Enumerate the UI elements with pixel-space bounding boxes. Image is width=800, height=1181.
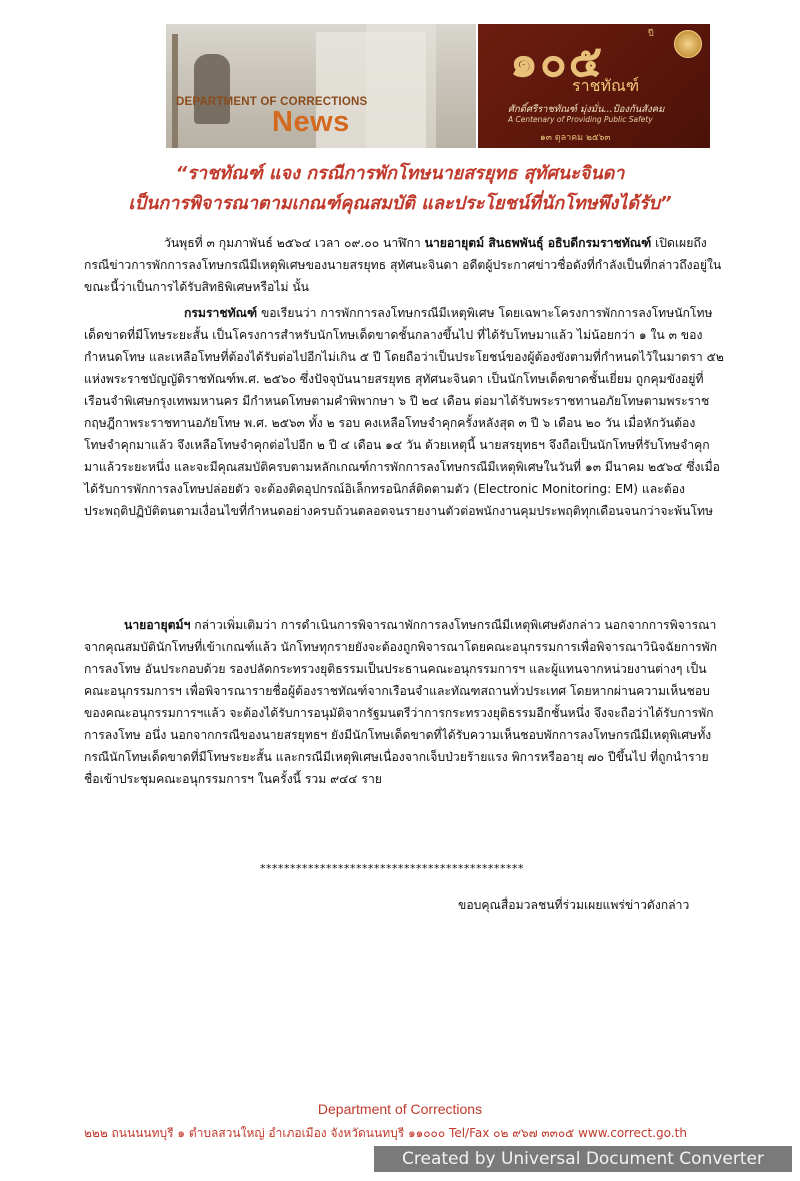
paragraph-1-bold: นายอายุตม์ สินธพพันธุ์ อธิบดีกรมราชทัณฑ์ [424,236,652,250]
paragraph-2 [84,302,724,522]
headline-line-2: เป็นการพิจารณาตามเกณฑ์คุณสมบัติ และประโยชน์ที่นักโทษพึงได้รับ” [128,193,672,214]
paragraph-2-bold: กรมราชทัณฑ์ [184,306,258,320]
converter-watermark: Created by Universal Document Converter [374,1146,792,1172]
paragraph-1-rest: เปิดเผยถึง กรณีข่าวการพักการลงโทษกรณีมีเหตุพิเศษของนายสรยุทธ สุทัศนะจินดา อดีตผู้ประกาศข่าวชื่อดังที่กำลังเป็นที่กล่าวถึงอยู่ในขณะนี้ว่าเป็นการได้รับสิทธิพิเศษหรือไม่ นั้น [84,236,722,294]
anniversary-subtitle: ราชทัณฑ์ [572,76,640,95]
paragraph-3-rest: กล่าวเพิ่มเติมว่า การดำเนินการพิจารณาพักการลงโทษกรณีมีเหตุพิเศษดังกล่าว นอกจากการพิจารณาจากคุณสมบัตินักโทษที่เข้าเกณฑ์แล้ว นักโทษทุกรายยังจะต้องถูกพิจารณาโดยคณะอนุกรรมการเพื่อพิจารณาวินิจฉัยการพักการลงโทษ อันประกอบด้วย รองปลัดกระทรวงยุติธรรมเป็นประธานคณะอนุกรรมการฯ และผู้แทนจากหน่วยงานต่างๆ เป็นคณะอนุกรรมการฯ เพื่อพิจารณารายชื่อผู้ต้องราชทัณฑ์จากเรือนจำและทัณฑสถานทั่วประเทศ โดยหากผ่านความเห็นชอบของคณะอนุกรรมการฯแล้ว จะต้องได้รับการอนุมัติจากรัฐมนตรีว่าการกระทรวงยุติธรรมอีกชั้นหนึ่ง จึงจะถือว่าได้รับการพักการลงโทษ อนึ่ง นอกจากกรณีของนายสรยุทธฯ ยังมีนักโทษเด็ดขาดที่ได้รับความเห็นชอบพักการลงโทษกรณีมีเหตุพิเศษทั้งกรณีนักโทษเด็ดขาดที่มีโทษระยะสั้น และกรณีมีเหตุพิเศษเนื่องจากเจ็บป่วยร้ายแรง พิการหรืออายุ ๗๐ ปีขึ้นไป ที่ถูกนำรายชื่อเข้าประชุมคณะอนุกรรมการฯ ในครั้งนี้ รวม ๙๔๔ ราย [84,618,718,786]
anniversary-number: ๑๐๕ [510,36,605,87]
motto-english: A Centenary of Providing Public Safety [508,115,653,124]
footer-org: Department of Corrections [317,1101,483,1117]
header-banner [166,24,710,148]
anniversary-sup: ปี [648,29,654,39]
news-label: News [272,106,350,138]
anniversary-panel [478,24,710,148]
paragraph-1-lead: วันพุธที่ ๓ กุมภาพันธ์ ๒๕๖๔ เวลา ๐๙.๐๐ นาฬิกา [164,236,425,250]
paragraph-3-bold: นายอายุตม์ฯ [124,618,191,632]
anniversary-date: ๑๓ ตุลาคม ๒๕๖๓ [540,133,611,143]
separator-stars: ******************************************** [260,862,524,875]
seal-icon [674,30,702,58]
footer-address: ๒๒๒ ถนนนนทบุรี ๑ ตำบลสวนใหญ่ อำเภอเมือง จังหวัดนนทบุรี ๑๑๐๐๐ Tel/Fax ๐๒ ๙๖๗ ๓๓๐๕ www.correct.go.th [84,1126,687,1140]
thanks-text: ขอบคุณสื่อมวลชนที่ร่วมเผยแพร่ข่าวดังกล่าว [458,898,690,912]
paragraph-2-rest: ขอเรียนว่า การพักการลงโทษกรณีมีเหตุพิเศษ โดยเฉพาะโครงการพักการลงโทษนักโทษเด็ดขาดที่มีโทษระยะสั้น เป็นโครงการสำหรับนักโทษเด็ดขาดชั้นกลางขึ้นไป ที่ได้รับโทษมาแล้ว ไม่น้อยกว่า ๑ ใน ๓ ของกำหนดโทษ และเหลือโทษที่ต้องได้รับต่อไปอีกไม่เกิน ๕ ปี โดยถือว่าเป็นประโยชน์ของผู้ต้องขังตามที่กำหนดไว้ในมาตรา ๕๒ แห่งพระราชบัญญัติราชทัณฑ์พ.ศ. ๒๕๖๐ ซึ่งปัจจุบันนายสรยุทธ สุทัศนะจินดา เป็นนักโทษเด็ดขาดชั้นเยี่ยม ถูกคุมขังอยู่ที่เรือนจำพิเศษกรุงเทพมหานคร มีกำหนดโทษตามคำพิพากษา ๖ ปี ๒๔ เดือน ต่อมาได้รับพระราชทานอภัยโทษตามพระราชกฤษฎีกาพระราชทานอภัยโทษ พ.ศ. ๒๕๖๓ ทั้ง ๒ รอบ คงเหลือโทษจำคุกครั้งหลังสุด ๓ ปี ๖ เดือน ๒๐ วัน เมื่อหักวันต้องโทษจำคุกมาแล้ว จึงเหลือโทษจำคุกต่อไปอีก ๒ ปี ๔ เดือน ๑๔ วัน ด้วยเหตุนี้ นายสรยุทธฯ จึงถือเป็นนักโทษที่รับโทษจำคุกมาแล้วระยะหนึ่ง และจะมีคุณสมบัติครบตามหลักเกณฑ์การพักการลงโทษกรณีมีเหตุพิเศษในวันที่ ๑๓ มีนาคม ๒๕๖๔ ซึ่งเมื่อได้รับการพักการลงโทษปล่อยตัว จะต้องติดอุปกรณ์อิเล็กทรอนิกส์ติดตามตัว (Electronic Monitoring: EM) และต้องประพฤติปฏิบัติตนตามเงื่อนไขที่กำหนดอย่างครบถ้วนตลอดจนรายงานตัวต่อพนักงานคุมประพฤติทุกเดือนจนกว่าจะพ้นโทษ [84,306,724,518]
headline-line-1: “ราชทัณฑ์ แจง กรณีการพักโทษนายสรยุทธ สุทัศนะจินดา [175,163,625,184]
paragraph-3 [84,614,724,790]
paragraph-1 [84,232,724,298]
department-label: DEPARTMENT OF CORRECTIONS [176,96,368,108]
banner-photo [166,24,476,148]
motto-thai: ศักดิ์ศรีราชทัณฑ์ มุ่งมั่น...ป้องกันสังคม [508,104,665,115]
guard-silhouette [194,54,230,124]
